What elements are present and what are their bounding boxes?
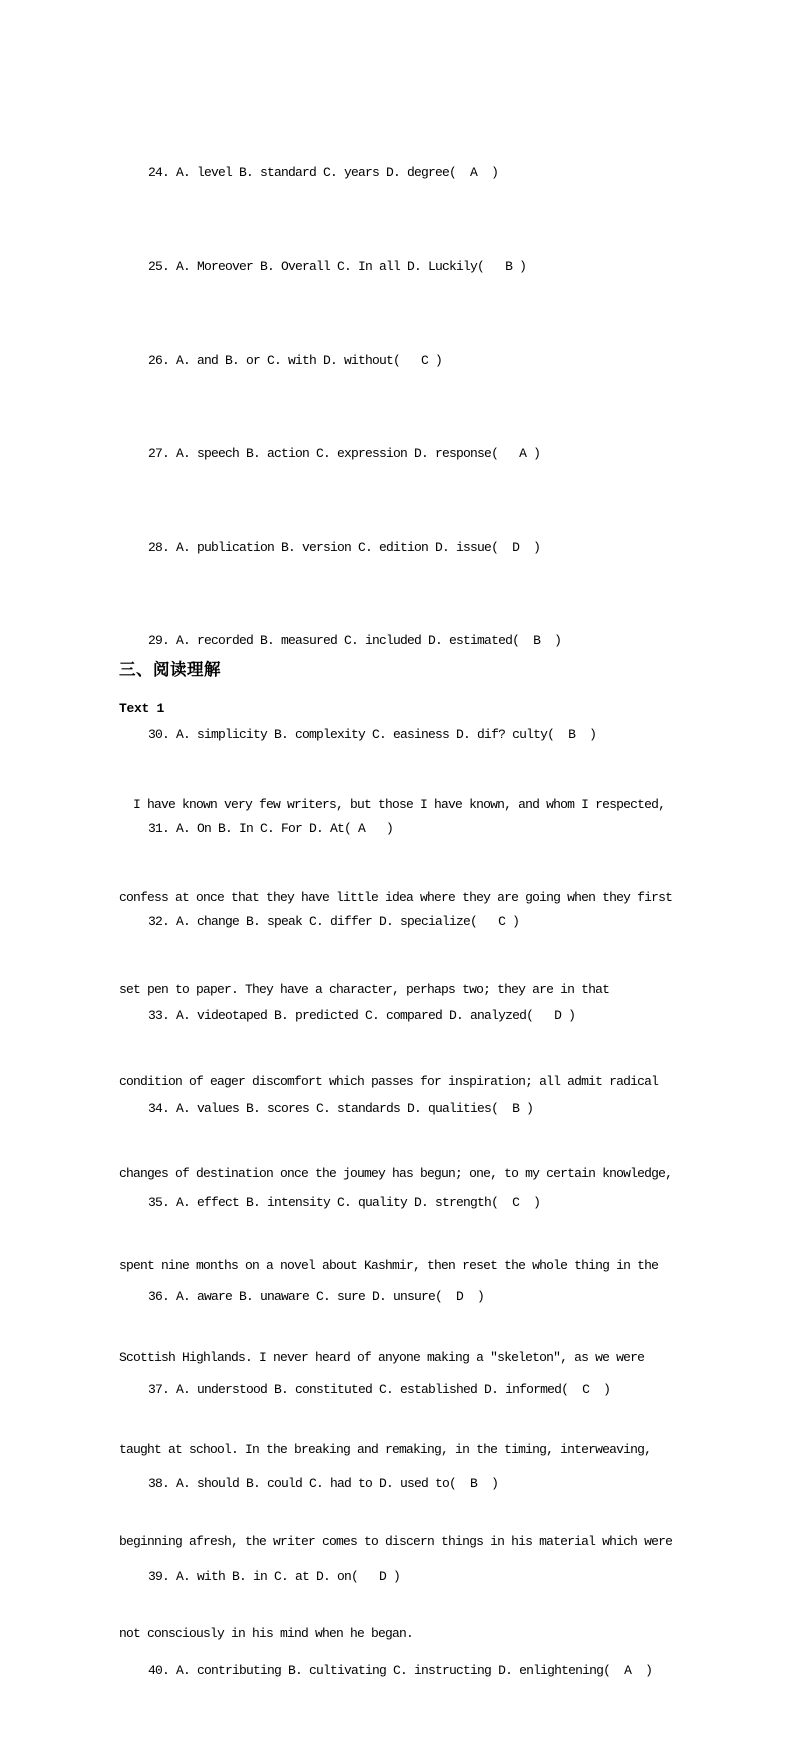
cloze-question-line-25: 25. A. Moreover B. Overall C. In all D. Luckily( B ) bbox=[148, 259, 527, 274]
cloze-question-line-30: 30. A. simplicity B. complexity C. easiness D. dif? culty( B ) bbox=[148, 726, 597, 742]
cloze-question-line-29: 29. A. recorded B. measured C. included D. estimated( B ) bbox=[148, 633, 562, 649]
cloze-question-line-33: 33. A. videotaped B. predicted C. compared D. analyzed( D ) bbox=[148, 1007, 576, 1023]
reading-section-heading: 三、阅读理解 bbox=[119, 660, 221, 679]
cloze-question-line-38: 38. A. should B. could C. had to D. used to( B ) bbox=[148, 1475, 499, 1491]
cloze-question-line-27: 27. A. speech B. action C. expression D. response( A ) bbox=[148, 446, 541, 462]
passage-line: condition of eager discomfort which passes for inspiration; all admit radical bbox=[119, 1073, 659, 1089]
passage-line: changes of destination once the joumey has begun; one, to my certain knowledge, bbox=[119, 1165, 673, 1181]
reading-passage-text1 bbox=[119, 729, 672, 1711]
passage-line: taught at school. In the breaking and remaking, in the timing, interweaving, bbox=[119, 1442, 652, 1458]
cloze-question-line-28: 28. A. publication B. version C. edition D. issue( D ) bbox=[148, 539, 541, 555]
cloze-question-line-34: 34. A. values B. scores C. standards D. qualities( B ) bbox=[148, 1101, 534, 1117]
passage-line: Scottish Highlands. I never heard of anyone making a ″skeleton″, as we were bbox=[119, 1349, 645, 1365]
reading-text1-label: Text 1 bbox=[119, 701, 165, 716]
cloze-question-line-32: 32. A. change B. speak C. differ D. specialize( C ) bbox=[148, 914, 520, 930]
passage-line: set pen to paper. They have a character, perhaps two; they are in that bbox=[119, 981, 610, 997]
passage-line: spent nine months on a novel about Kashmir, then reset the whole thing in the bbox=[119, 1257, 659, 1273]
passage-line: confess at once that they have little idea where they are going when they first bbox=[119, 889, 673, 905]
cloze-question-line-31: 31. A. On B. In C. For D. At( A ) bbox=[148, 820, 394, 836]
cloze-question-line-36: 36. A. aware B. unaware C. sure D. unsure( D ) bbox=[148, 1288, 485, 1304]
passage-line: I have known very few writers, but those I have known, and whom I respected, bbox=[119, 797, 666, 813]
cloze-question-line-35: 35. A. effect B. intensity C. quality D. strength( C ) bbox=[148, 1194, 541, 1210]
cloze-question-line-24: 24. A. level B. standard C. years D. degree( A ) bbox=[148, 165, 499, 181]
cloze-question-line-26: 26. A. and B. or C. with D. without( C ) bbox=[148, 352, 443, 368]
cloze-question-line-39: 39. A. with B. in C. at D. on( D ) bbox=[148, 1569, 401, 1585]
cloze-question-line-37: 37. A. understood B. constituted C. established D. informed( C ) bbox=[148, 1382, 611, 1398]
cloze-question-line-40: 40. A. contributing B. cultivating C. instructing D. enlightening( A ) bbox=[148, 1662, 653, 1678]
passage-line: beginning afresh, the writer comes to discern things in his material which were bbox=[119, 1534, 673, 1550]
passage-line: not consciously in his mind when he began. bbox=[119, 1626, 414, 1642]
